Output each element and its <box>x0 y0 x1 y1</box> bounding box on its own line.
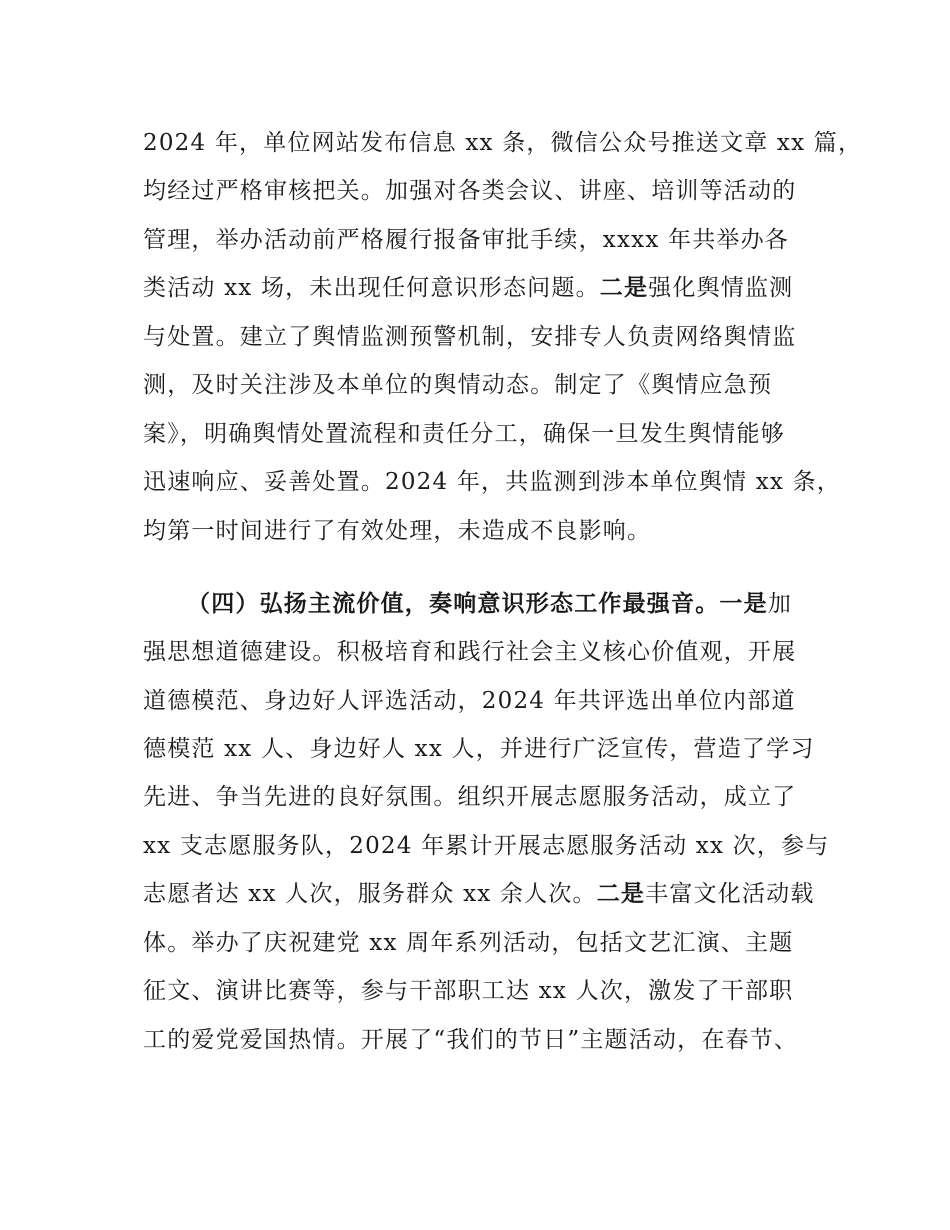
text-line: 征文、演讲比赛等，参与干部职工达 xx 人次，激发了干部职 <box>143 978 794 1004</box>
text-line: 道德模范、身边好人评选活动，2024 年共评选出单位内部道 <box>143 688 796 714</box>
bold-label: 二是 <box>599 275 649 301</box>
text-line: 测，及时关注涉及本单位的舆情动态。制定了《舆情应急预 <box>143 372 773 398</box>
text-line: 强思想道德建设。积极培育和践行社会主义核心价值观，开展 <box>143 639 797 665</box>
text-line: xx 支志愿服务队，2024 年累计开展志愿服务活动 xx 次，参与 <box>143 833 830 859</box>
text-line: 与处置。建立了舆情监测预警机制，安排专人负责网络舆情监 <box>143 324 797 350</box>
text-line: 管理，举办活动前严格履行报备审批手续，xxxx 年共举办各 <box>143 227 789 253</box>
text-line: 均第一时间进行了有效处理，未造成不良影响。 <box>143 518 652 544</box>
text-line: 工的爱党爱国热情。开展了“我们的节日”主题活动，在春节、 <box>143 1027 799 1053</box>
text-line: 体。举办了庆祝建党 xx 周年系列活动，包括文艺汇演、主题 <box>143 930 794 956</box>
text-line: 案》，明确舆情处置流程和责任分工，确保一旦发生舆情能够 <box>143 421 785 447</box>
text-segment: 加 <box>767 591 793 617</box>
text-line: 迅速响应、妥善处置。2024 年，共监测到涉本单位舆情 xx 条， <box>143 469 842 495</box>
bold-label: 一是 <box>719 591 768 617</box>
bold-label: 二是 <box>596 881 646 907</box>
text-segment: 志愿者达 xx 人次，服务群众 xx 余人次。 <box>143 881 597 907</box>
text-line <box>143 879 815 909</box>
text-segment: 类活动 xx 场，未出现任何意识形态问题。 <box>143 275 600 301</box>
text-line: 2024 年，单位网站发布信息 xx 条，微信公众号推送文章 xx 篇， <box>143 130 863 156</box>
section-heading-line <box>187 589 792 619</box>
text-line: 德模范 xx 人、身边好人 xx 人，并进行广泛宣传，营造了学习 <box>143 736 815 762</box>
section-heading: （四）弘扬主流价值，奏响意识形态工作最强音。 <box>187 591 720 617</box>
text-line <box>143 273 793 303</box>
text-segment: 丰富文化活动载 <box>645 881 815 907</box>
text-line: 均经过严格审核把关。加强对各类会议、讲座、培训等活动的 <box>143 178 797 204</box>
text-line: 先进、争当先进的良好氛围。组织开展志愿服务活动，成立了 <box>143 784 797 810</box>
text-segment: 强化舆情监测 <box>648 275 794 301</box>
